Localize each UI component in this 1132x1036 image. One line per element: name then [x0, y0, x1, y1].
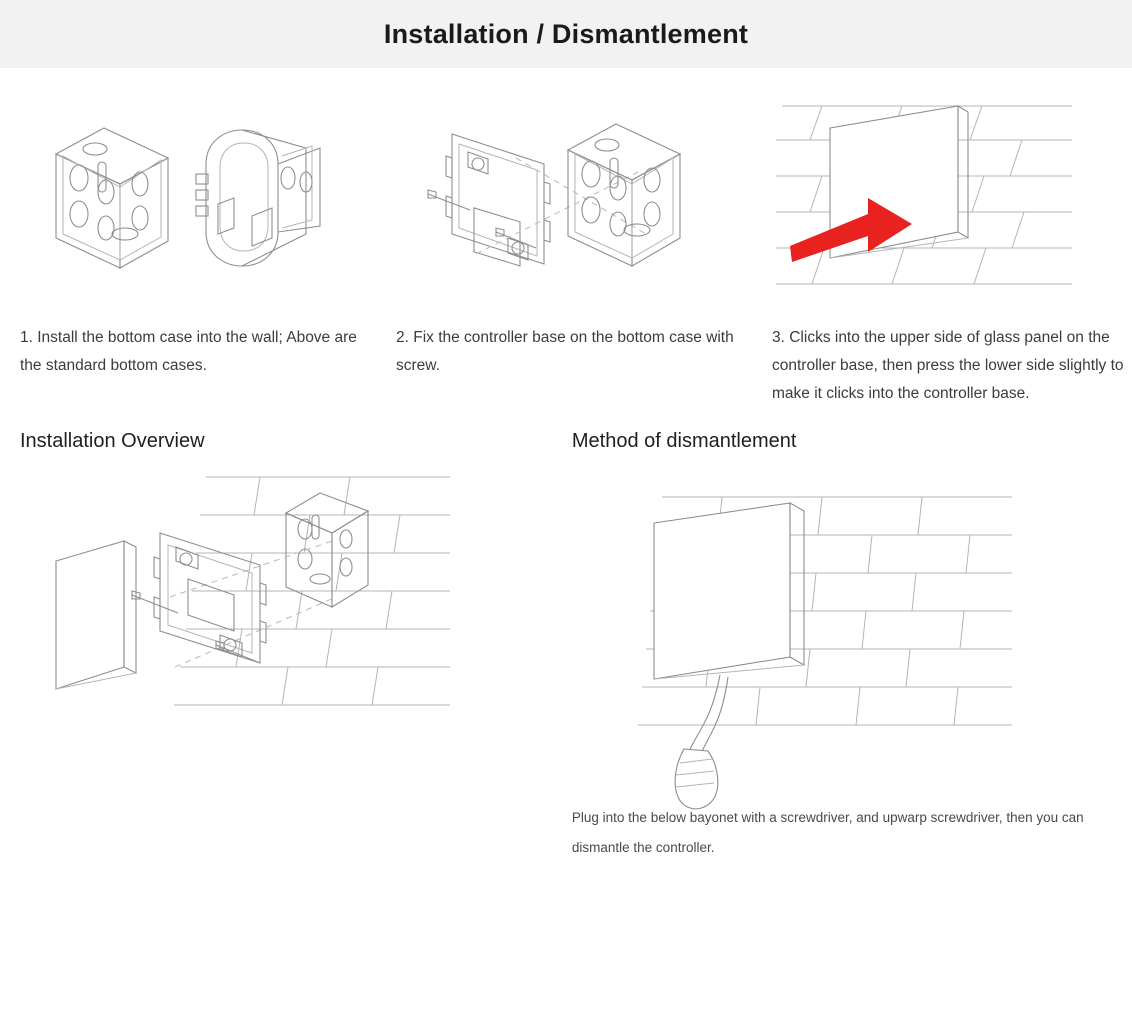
installation-overview-section: [20, 430, 572, 863]
step-3: [772, 86, 1132, 408]
steps-row: [0, 86, 1132, 408]
page-title: Installation / Dismantlement: [383, 18, 749, 49]
step-2-text: 2. Fix the controller base on the bottom case with screw.: [396, 329, 734, 374]
step-2: [396, 86, 772, 408]
page-header: [0, 0, 1132, 68]
step-1-text: 1. Install the bottom case into the wall; Above are the standard bottom cases.: [20, 329, 357, 374]
lower-row: [0, 430, 1132, 863]
glass-panel-click-diagram: [772, 86, 1124, 316]
dismantlement-diagram: [572, 467, 1112, 797]
installation-overview-diagram: [20, 467, 572, 797]
dismantlement-section: [572, 430, 1112, 863]
step-3-text: 3. Clicks into the upper side of glass panel on the controller base, then press the lower side slightly to make it clicks into the controller base.: [772, 329, 1124, 402]
controller-base-screw-diagram: [396, 86, 748, 316]
dismantlement-heading: Method of dismantlement: [571, 430, 797, 452]
dismantlement-caption: Plug into the below bayonet with a screwdriver, and upwarp screwdriver, then you can dismantle the controller.: [571, 810, 1084, 855]
step-1: [20, 86, 396, 408]
installation-overview-heading: Installation Overview: [20, 430, 205, 452]
bottom-case-diagram: [20, 86, 372, 316]
